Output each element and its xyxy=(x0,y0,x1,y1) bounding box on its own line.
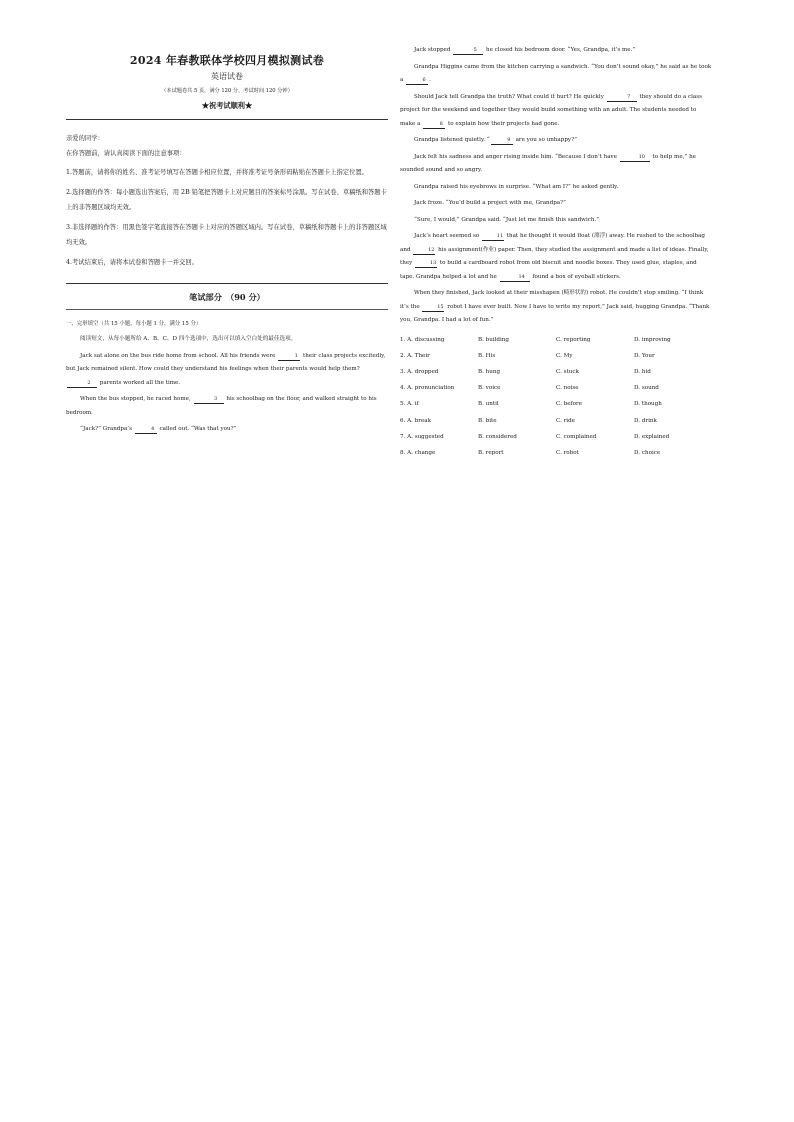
passage-text: Jack sat alone on the bus ride home from school. All his friends were xyxy=(80,352,276,359)
option-choice: C. reporting xyxy=(556,336,591,343)
passage-text: Grandpa Higgins came from the kitchen carrying a sandwich. “You don’t sound okay,” he said as he took a xyxy=(400,63,712,83)
passage-text: Grandpa listened quietly. “ xyxy=(414,137,490,143)
passage-text: Should Jack tell Grandpa the truth? What could it hurt? He quickly xyxy=(414,93,604,100)
instruction-item: 3.非选择题的作答：用黑色签字笔直接答在答题卡上对应的答题区域内。写在试卷、草稿纸和答题卡上的非答题区域均无效。 xyxy=(66,223,387,246)
blank-10: 10 xyxy=(620,154,650,162)
option-choice: B. building xyxy=(478,336,509,343)
passage-text: to help me,” he sounded sound and so angry. xyxy=(400,153,696,173)
passage-paragraph: Grandpa raised his eyebrows in surprise. “What am I?” he asked gently. xyxy=(414,183,619,190)
passage-paragraph xyxy=(400,151,712,178)
option-row xyxy=(400,445,712,461)
passage-text: to build a cardboard robot from old biscuit and noodle boxes. They used glue, staples, and tape. Grandpa helped a lot and he xyxy=(400,260,697,280)
answer-options xyxy=(400,332,712,462)
option-choice: B. considered xyxy=(478,433,517,440)
blank-13: 13 xyxy=(415,260,437,268)
option-choice: D. hid xyxy=(634,368,651,375)
option-choice: D. explained xyxy=(634,433,670,440)
option-choice: C. ride xyxy=(556,417,575,424)
exam-note: （本试题卷共 5 页，满分 120 分，考试时间 120 分钟） xyxy=(161,88,293,94)
passage-paragraph xyxy=(400,134,712,148)
divider-top xyxy=(66,119,388,120)
passage-text: his schoolbag on the floor, and walked straight to his bedroom. xyxy=(66,396,377,416)
divider-middle xyxy=(66,283,388,284)
passage-paragraph xyxy=(66,423,388,437)
passage-text: his assignment(作业) paper. Then, they studied the assignment and made a list of ideas. Finally, they xyxy=(400,246,709,266)
option-choice: C. complained xyxy=(556,433,597,440)
option-row xyxy=(400,396,712,412)
option-row xyxy=(400,429,712,445)
passage-paragraph xyxy=(400,91,712,132)
option-choice: D. though xyxy=(634,401,662,408)
option-choice: D. drink xyxy=(634,417,657,424)
passage-paragraph xyxy=(400,61,712,88)
option-row xyxy=(400,332,712,348)
passage-text: parents worked all the time. xyxy=(99,379,181,386)
option-choice: C. stuck xyxy=(556,368,579,375)
option-choice: B. hung xyxy=(478,368,501,375)
passage-text: When the bus stopped, he raced home, xyxy=(80,396,191,402)
passage-text: When they finished, Jack looked at their misshapen (畸形状的) robot. He couldn’t stop smiling. “I think it’s the xyxy=(400,290,704,310)
blank-2: 2 xyxy=(67,380,97,388)
option-choice: 3. A. dropped xyxy=(400,368,439,375)
blank-4: 4 xyxy=(135,426,157,434)
option-row xyxy=(400,364,712,380)
passage-text: that he thought it would float (漂浮) away. He rushed to the schoolbag and xyxy=(400,233,705,253)
blank-1: 1 xyxy=(278,353,300,361)
passage-paragraph: “Sure, I would,” Grandpa said. “Just let me finish this sandwich.” xyxy=(414,216,600,223)
passage-text: robot I have ever built. Now I have to write my report,” Jack said, hugging Grandpa. “Thank you, Grandpa. I had a lot of fun.” xyxy=(400,303,710,323)
option-row xyxy=(400,413,712,429)
blank-12: 12 xyxy=(413,247,435,255)
passage-text: they should do a class project for the weekend and together they would build something with an adult. The students needed to make a xyxy=(400,93,702,127)
passage-text: called out. “Was that you?” xyxy=(159,426,237,432)
option-choice: D. Your xyxy=(634,352,655,359)
greeting: 亲爱的同学： xyxy=(66,135,104,142)
passage-text: Jack’s heart seemed so xyxy=(414,233,480,239)
passage-text: found a box of eyeball stickers. xyxy=(532,273,621,280)
exam-subtitle: 英语试卷 xyxy=(211,72,243,81)
passage-text: to explain how their projects had gone. xyxy=(448,120,560,127)
option-choice: D. sound xyxy=(634,385,659,392)
instructions-intro: 在你答题前，请认真阅读下面的注意事项： xyxy=(66,150,186,157)
blank-6: 6 xyxy=(406,77,428,85)
option-choice: 6. A. break xyxy=(400,417,432,424)
right-column xyxy=(400,44,712,461)
blank-7: 7 xyxy=(607,94,637,102)
option-row xyxy=(400,348,712,364)
instruction-item: 4.考试结束后，请将本试卷和答题卡一并交回。 xyxy=(66,258,198,266)
passage-paragraph xyxy=(400,287,712,328)
option-choice: 2. A. Their xyxy=(400,352,430,359)
blank-3: 3 xyxy=(194,396,224,404)
instruction-item: 1.答题前，请将你的姓名、准考证号填写在答题卡相应位置，并将准考证号条形码粘贴在答题卡上指定位置。 xyxy=(66,169,368,176)
blank-11: 11 xyxy=(482,233,504,241)
option-row xyxy=(400,380,712,396)
passage-paragraph xyxy=(400,44,712,58)
good-luck-banner: ★祝考试顺利★ xyxy=(201,101,253,110)
exam-title: 2024 年春教联体学校四月模拟测试卷 xyxy=(129,54,325,67)
option-choice: D. improving xyxy=(634,336,671,343)
option-choice: 8. A. change xyxy=(400,449,436,456)
option-choice: B. bite xyxy=(478,417,497,424)
blank-14: 14 xyxy=(500,274,530,282)
option-choice: B. voice xyxy=(478,385,501,392)
passage-text: . xyxy=(429,77,431,83)
blank-9: 9 xyxy=(491,137,513,145)
passage-text: their class projects excitedly, but Jack remained silent. How could they understand his feelings when their parents would help them? xyxy=(66,352,386,372)
option-choice: 5. A. if xyxy=(400,401,419,408)
passage-text: Jack stopped xyxy=(414,47,451,53)
divider-section xyxy=(66,309,388,310)
option-choice: 4. A. pronunciation xyxy=(400,385,455,392)
part-one-title: 一、完形填空（共 15 小题，每小题 1 分，满分 15 分） xyxy=(66,321,202,327)
option-choice: C. robot xyxy=(556,449,579,456)
passage-paragraph: Jack froze. “You’d build a project with me, Grandpa?” xyxy=(414,200,567,206)
passage-text: he closed his bedroom door. “Yes, Grandpa, it’s me.” xyxy=(485,47,636,53)
blank-8: 8 xyxy=(423,121,445,129)
written-section-heading: 笔试部分 （90 分） xyxy=(189,292,265,302)
passage-paragraph xyxy=(66,350,388,391)
blank-15: 15 xyxy=(422,304,444,312)
option-choice: C. noise xyxy=(556,385,579,392)
option-choice: B. until xyxy=(478,401,499,408)
option-choice: D. choice xyxy=(634,449,661,456)
instruction-item: 2.选择题的作答：每小题选出答案后，用 2B 铅笔把答题卡上对应题目的答案标号涂黑。写在试卷、草稿纸和答题卡上的非答题区域均无效。 xyxy=(66,188,387,211)
passage-text: “Jack?” Grandpa’s xyxy=(80,426,132,432)
option-choice: 1. A. discussing xyxy=(400,336,445,343)
option-choice: C. My xyxy=(556,352,573,359)
passage-text: Jack felt his sadness and anger rising inside him. “Because I don’t have xyxy=(414,153,618,160)
option-choice: 7. A. suggested xyxy=(400,433,444,440)
blank-5: 5 xyxy=(453,47,483,55)
passage-paragraph xyxy=(66,393,388,420)
part-one-directions: 阅读短文，从每小题所给 A、B、C、D 四个选项中，选出可以填入空白处的最佳选项。 xyxy=(80,336,297,342)
passage-text: are you so unhappy?” xyxy=(515,137,577,143)
option-choice: B. His xyxy=(478,352,496,359)
option-choice: C. before xyxy=(556,401,582,408)
left-column xyxy=(66,46,388,440)
passage-paragraph xyxy=(400,230,712,284)
option-choice: B. report xyxy=(478,449,504,456)
